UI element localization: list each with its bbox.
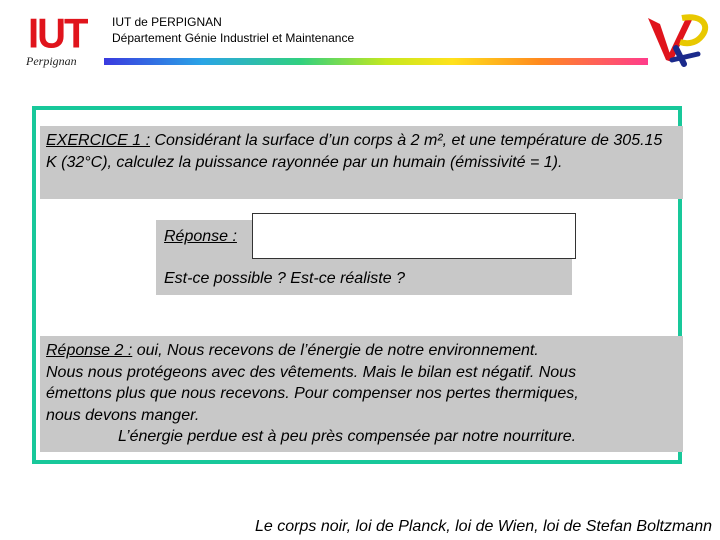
response-2-line-1: oui, Nous recevons de l’énergie de notre environnement.	[132, 342, 539, 359]
rainbow-divider	[104, 58, 648, 65]
exercise-text: Considérant la surface d’un corps à 2 m², et une température de 305.15 K (32°C), calculez la puissance rayonnée par un humain (émissivité = 1).	[46, 132, 663, 171]
footer-topics: Le corps noir, loi de Planck, loi de Wien, loi de Stefan Boltzmann	[255, 518, 712, 535]
iut-logo-text: IUT	[28, 10, 87, 58]
department-name: Département Génie Industriel et Maintenance	[112, 31, 355, 45]
answer-box	[252, 213, 576, 259]
response-2-line-5: L’énergie perdue est à peu près compensée par notre nourriture.	[118, 428, 577, 445]
iut-logo-city: Perpignan	[26, 54, 77, 68]
exercise-box	[40, 126, 683, 199]
response-1-question: Est-ce possible ? Est-ce réaliste ?	[164, 270, 405, 287]
response-2-line-4: nous devons manger.	[46, 406, 200, 424]
response-2-box	[40, 336, 683, 452]
iut-logo	[24, 12, 94, 68]
response-1-label: Réponse :	[164, 228, 237, 245]
response-2-line-2: Nous nous protégeons avec des vêtements. Mais le bilan est négatif. Nous	[46, 363, 577, 381]
exercise-label: EXERCICE 1 :	[46, 132, 151, 149]
university-logo	[642, 10, 712, 68]
institution-name: IUT de PERPIGNAN	[112, 15, 222, 29]
response-2-label: Réponse 2 :	[46, 342, 133, 359]
response-2-line-3: émettons plus que nous recevons. Pour compenser nos pertes thermiques,	[46, 385, 579, 402]
